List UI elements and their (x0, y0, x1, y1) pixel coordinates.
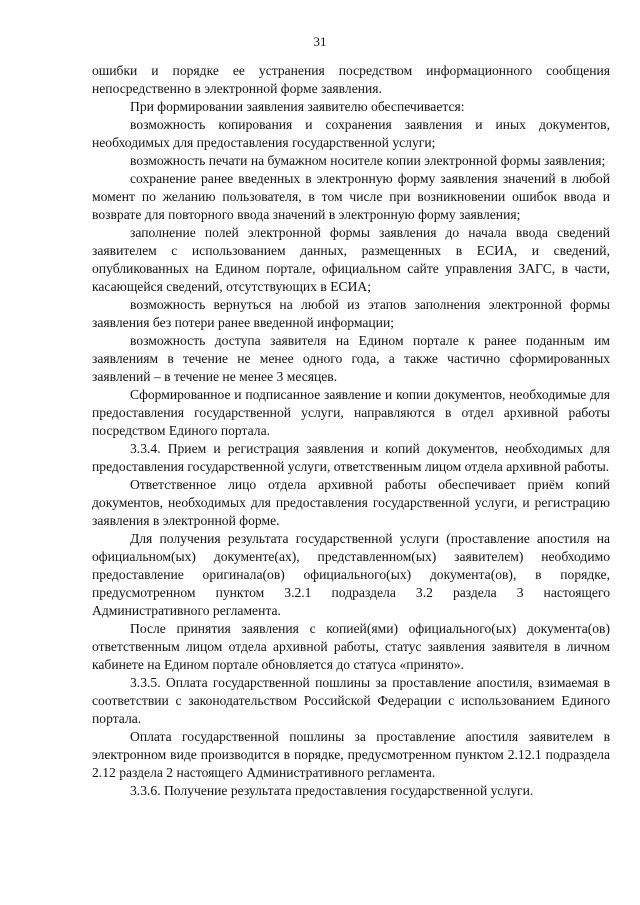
section-heading-3-3-4: 3.3.4. Прием и регистрация заявления и копий документов, необходимых для предоставления государственной услуги, ответственным лицом отдела архивной работы. (92, 441, 610, 474)
document-body (92, 62, 610, 800)
paragraph: заполнение полей электронной формы заявления до начала ввода сведений заявителем с использованием данных, размещенных в ЕСИА, и сведений, опубликованных на Едином портале, официальном сайте управления ЗАГС, в части, касающейся сведений, отсутствующих в ЕСИА; (92, 225, 610, 294)
paragraph: Для получения результата государственной услуги (проставление апостиля на официальном(ых) документе(ах), представленном(ых) заявителем) необходимо предоставление оригинала(ов) официального(ых) документа(ов), в порядке, предусмотренном пунктом 3.2.1 подраздела 3.2 раздела 3 настоящего Административного регламента. (92, 531, 610, 618)
paragraph: ошибки и порядке ее устранения посредством информационного сообщения непосредственно в электронной форме заявления. (92, 63, 610, 96)
paragraph: возможность копирования и сохранения заявления и иных документов, необходимых для предоставления государственной услуги; (92, 117, 610, 150)
section-heading-3-3-5: 3.3.5. Оплата государственной пошлины за проставление апостиля, взимаемая в соответствии с законодательством Российской Федерации с использованием Единого портала. (92, 675, 610, 726)
paragraph: возможность печати на бумажном носителе копии электронной формы заявления; (130, 153, 606, 168)
paragraph: Сформированное и подписанное заявление и копии документов, необходимые для предоставления государственной услуги, направляются в отдел архивной работы посредством Единого портала. (92, 387, 610, 438)
paragraph: возможность вернуться на любой из этапов заполнения электронной формы заявления без потери ранее введенной информации; (92, 297, 610, 330)
paragraph: Ответственное лицо отдела архивной работы обеспечивает приём копий документов, необходимых для предоставления государственной услуги, и регистрацию заявления в электронной форме. (92, 477, 610, 528)
paragraph: После принятия заявления с копией(ями) официального(ых) документа(ов) ответственным лицом отдела архивной работы, статус заявления заявителя в личном кабинете на Едином портале обновляется до статуса «принято». (92, 621, 610, 672)
paragraph: Оплата государственной пошлины за проставление апостиля заявителем в электронном виде производится в порядке, предусмотренном пунктом 2.12.1 подраздела 2.12 раздела 2 настоящего Административного регламента. (92, 729, 610, 780)
paragraph: При формировании заявления заявителю обеспечивается: (130, 99, 465, 114)
paragraph: возможность доступа заявителя на Едином портале к ранее поданным им заявлениям в течение не менее одного года, а также частично сформированных заявлений – в течение не менее 3 месяцев. (92, 333, 610, 384)
paragraph: сохранение ранее введенных в электронную форму заявления значений в любой момент по желанию пользователя, в том числе при возникновении ошибок ввода и возврате для повторного ввода значений в электронную форму заявления; (92, 171, 610, 222)
page-number: 31 (313, 34, 327, 49)
section-heading-3-3-6: 3.3.6. Получение результата предоставления государственной услуги. (130, 783, 534, 798)
